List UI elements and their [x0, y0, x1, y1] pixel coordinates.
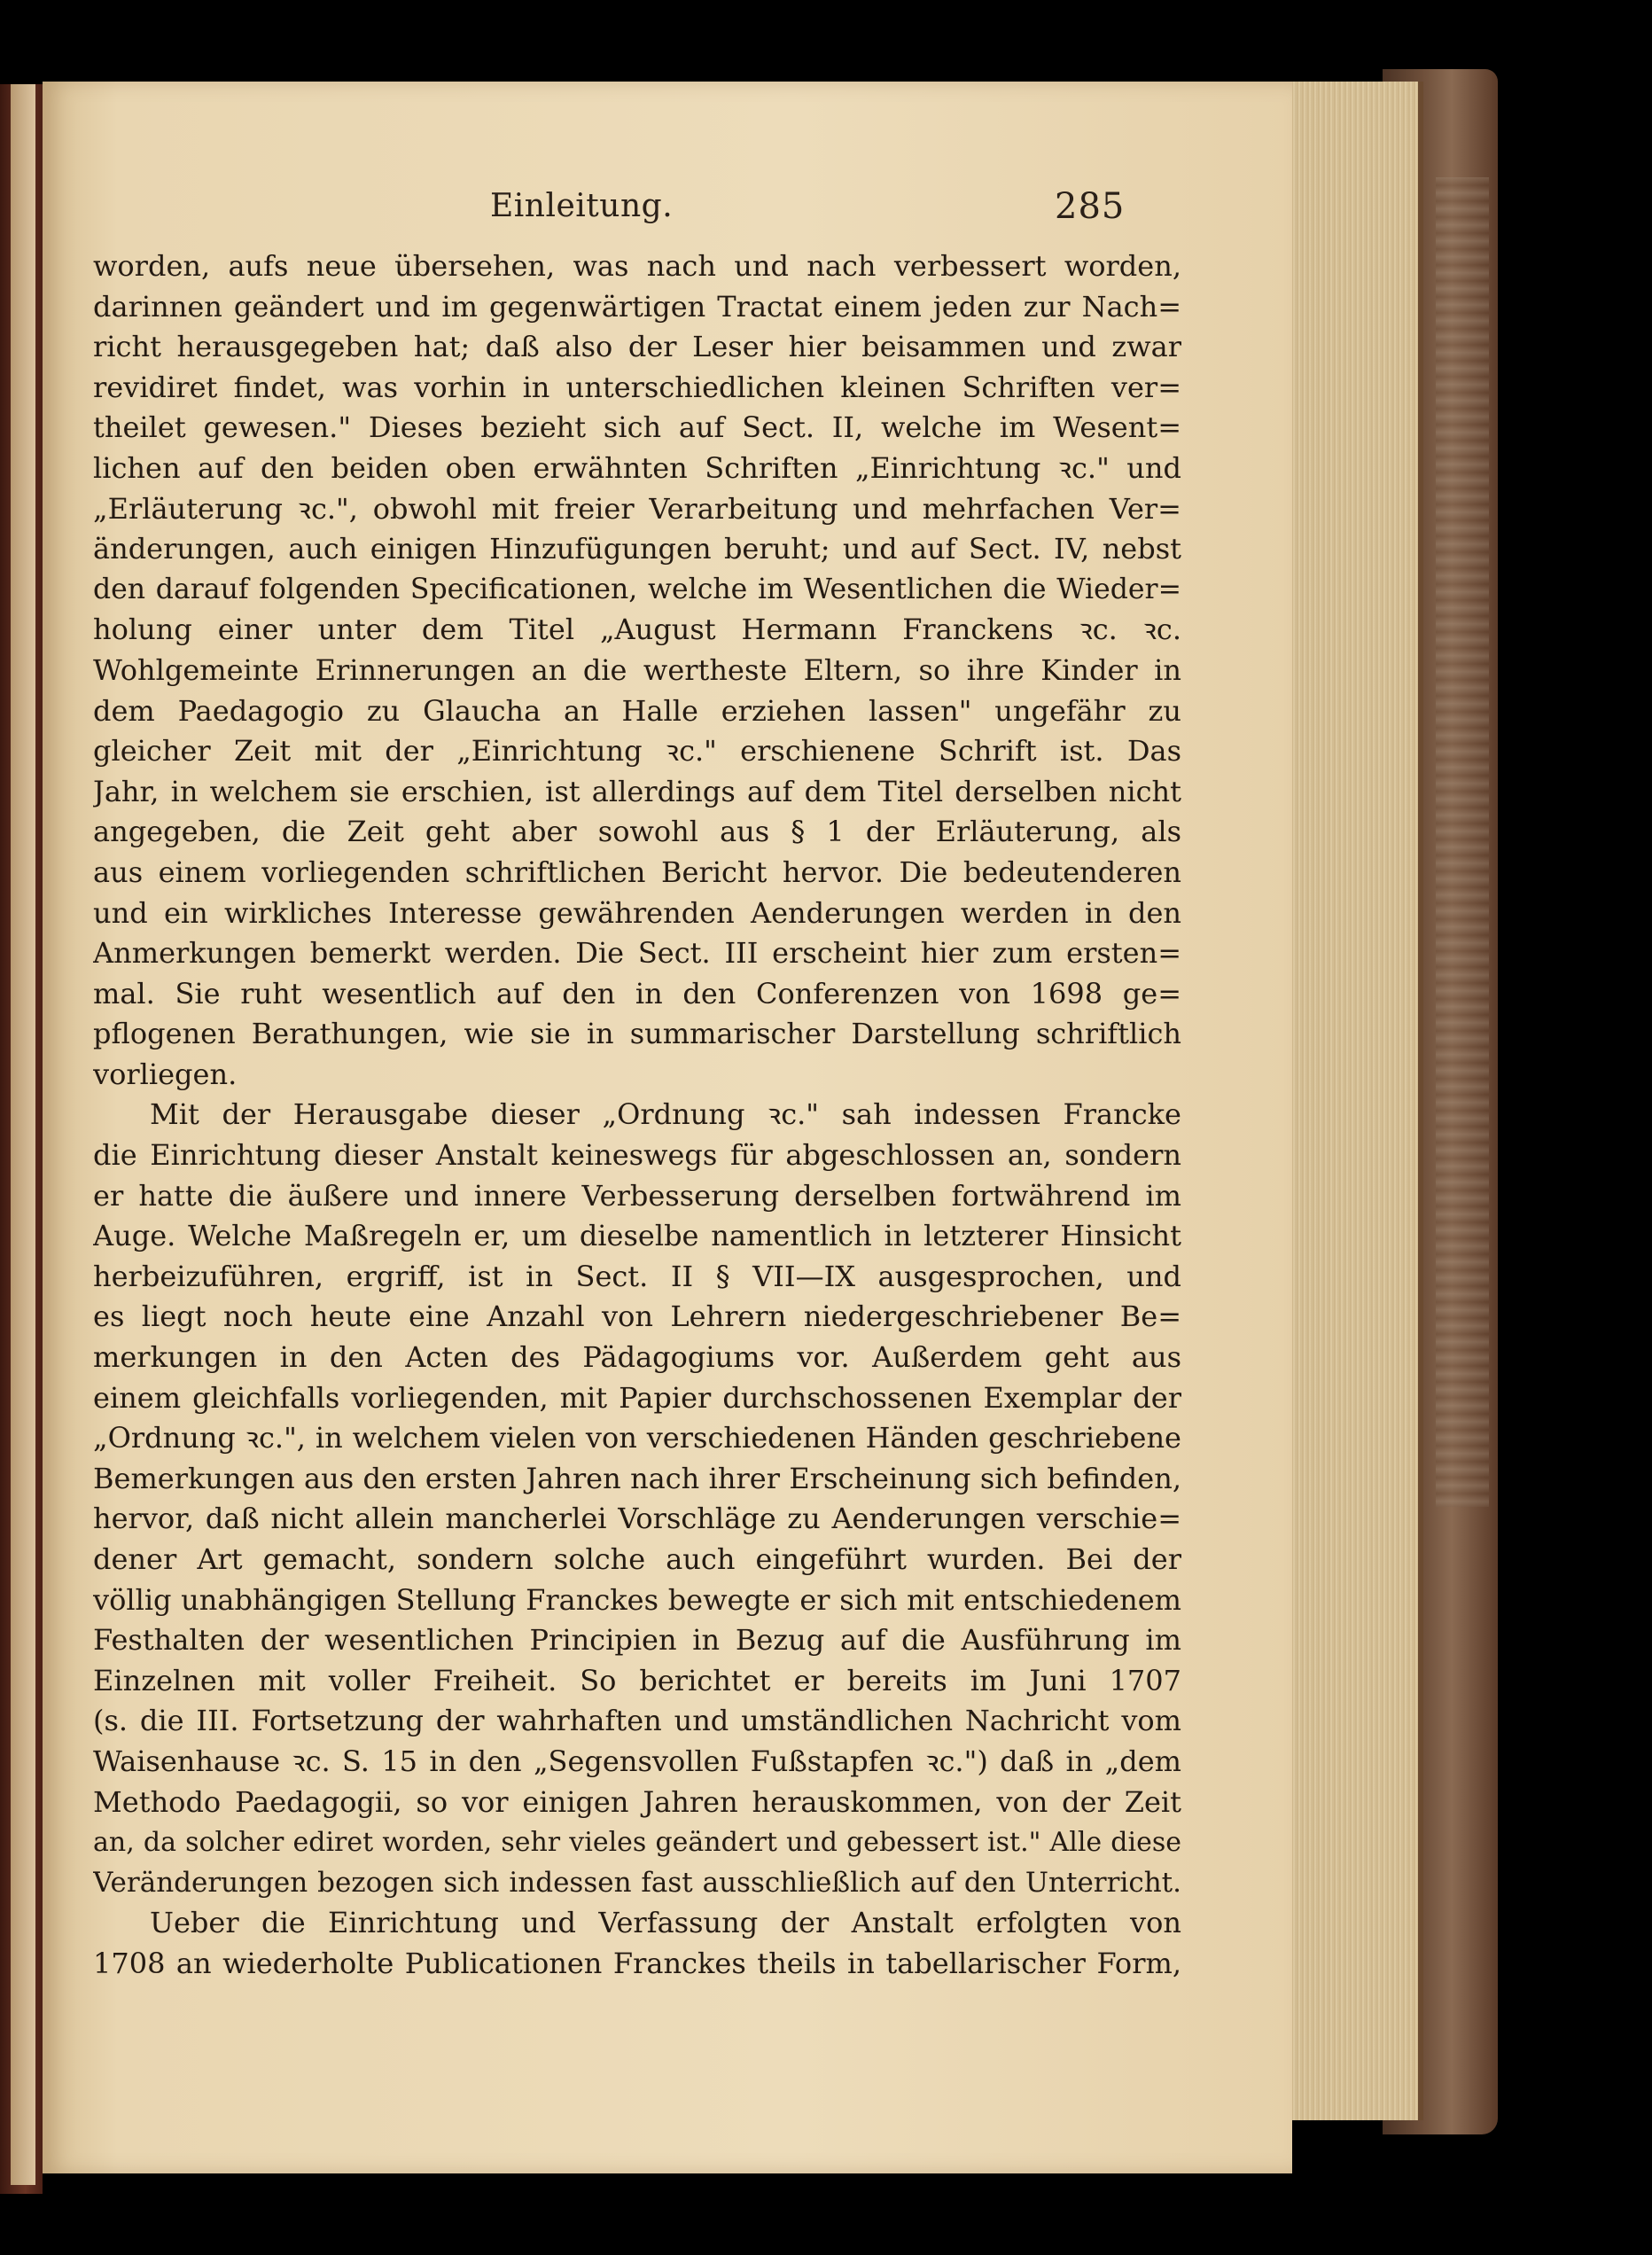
- text-line: vorliegen.: [93, 1057, 238, 1091]
- page-header: [43, 188, 1292, 241]
- text-line: und ein wirkliches Interesse gewährenden Aenderungen werden in den: [93, 895, 1181, 930]
- text-line: er hatte die äußere und innere Verbesserung derselben fortwährend im: [93, 1178, 1181, 1213]
- text-line: Auge. Welche Maßregeln er, um dieselbe namentlich in letzterer Hinsicht: [93, 1219, 1181, 1253]
- text-line: „Erläuterung ꝛc.", obwohl mit freier Verarbeitung und mehrfachen Ver=: [93, 491, 1181, 526]
- text-line: einem gleichfalls vorliegenden, mit Papier durchschossenen Exemplar der: [93, 1380, 1181, 1415]
- text-line: worden, aufs neue übersehen, was nach und nach verbessert worden,: [93, 249, 1181, 283]
- text-line: revidiret findet, was vorhin in unterschiedlichen kleinen Schriften ver=: [93, 370, 1181, 404]
- text-line: Jahr, in welchem sie erschien, ist allerdings auf dem Titel derselben nicht: [93, 774, 1181, 808]
- text-line: die Einrichtung dieser Anstalt keineswegs für abgeschlossen an, sondern: [93, 1138, 1181, 1173]
- left-page-edge: [11, 84, 35, 2185]
- text-line: Bemerkungen aus den ersten Jahren nach ihrer Erscheinung sich befinden,: [93, 1461, 1181, 1495]
- text-line: angegeben, die Zeit geht aber sowohl aus § 1 der Erläuterung, als: [93, 815, 1181, 849]
- book-page: [43, 82, 1292, 2173]
- cover-wear-texture: [1436, 177, 1489, 1507]
- text-line: gleicher Zeit mit der „Einrichtung ꝛc." erschienene Schrift ist. Das: [93, 734, 1181, 769]
- text-line: völlig unabhängigen Stellung Franckes bewegte er sich mit entschiedenem: [93, 1582, 1181, 1617]
- text-line: 1708 an wiederholte Publicationen Franckes theils in tabellarischer Form,: [93, 1946, 1181, 1980]
- page-stack-edge: [1285, 82, 1423, 2120]
- text-line: (s. die III. Fortsetzung der wahrhaften und umständlichen Nachricht vom: [93, 1704, 1181, 1738]
- text-line: mal. Sie ruht wesentlich auf den in den Conferenzen von 1698 ge=: [93, 976, 1181, 1010]
- text-line: Waisenhause ꝛc. S. 15 in den „Segensvollen Fußstapfen ꝛc.") daß in „dem: [93, 1744, 1181, 1778]
- body-text: [93, 246, 1181, 1985]
- text-line: es liegt noch heute eine Anzahl von Lehrern niedergeschriebener Be=: [93, 1299, 1181, 1334]
- text-line: Anmerkungen bemerkt werden. Die Sect. III erscheint hier zum ersten=: [93, 936, 1181, 971]
- text-line: holung einer unter dem Titel „August Hermann Franckens ꝛc. ꝛc.: [93, 613, 1181, 647]
- text-line: dener Art gemacht, sondern solche auch eingeführt wurden. Bei der: [93, 1542, 1181, 1576]
- text-line: Wohlgemeinte Erinnerungen an die wertheste Eltern, so ihre Kinder in: [93, 652, 1181, 687]
- text-line: Mit der Herausgabe dieser „Ordnung ꝛc." sah indessen Francke: [150, 1097, 1181, 1132]
- text-line: pflogenen Berathungen, wie sie in summarischer Darstellung schriftlich: [93, 1017, 1181, 1051]
- page-number: 285: [1055, 186, 1126, 227]
- text-line: an, da solcher ediret worden, sehr vieles geändert und gebessert ist." Alle diese: [93, 1827, 1181, 1859]
- text-line: merkungen in den Acten des Pädagogiums vor. Außerdem geht aus: [93, 1340, 1181, 1375]
- text-line: „Ordnung ꝛc.", in welchem vielen von verschiedenen Händen geschriebene: [93, 1421, 1181, 1455]
- text-line: Ueber die Einrichtung und Verfassung der Anstalt erfolgten von: [150, 1906, 1181, 1940]
- text-line: herbeizuführen, ergriff, ist in Sect. II § VII—IX ausgesprochen, und: [93, 1259, 1181, 1293]
- text-line: darinnen geändert und im gegenwärtigen Tractat einem jeden zur Nach=: [93, 289, 1181, 324]
- text-line: hervor, daß nicht allein mancherlei Vorschläge zu Aenderungen verschie=: [93, 1502, 1181, 1536]
- text-line: theilet gewesen." Dieses bezieht sich auf Sect. II, welche im Wesent=: [93, 410, 1181, 445]
- text-line: aus einem vorliegenden schriftlichen Bericht hervor. Die bedeutenderen: [93, 854, 1181, 889]
- text-line: dem Paedagogio zu Glaucha an Halle erziehen lassen" ungefähr zu: [93, 693, 1181, 728]
- running-head: Einleitung.: [490, 188, 674, 224]
- text-line: lichen auf den beiden oben erwähnten Schriften „Einrichtung ꝛc." und: [93, 450, 1181, 485]
- text-line: Einzelnen mit voller Freiheit. So berichtet er bereits im Juni 1707: [93, 1663, 1181, 1697]
- text-line: richt herausgegeben hat; daß also der Leser hier beisammen und zwar: [93, 330, 1181, 364]
- text-line: Veränderungen bezogen sich indessen fast ausschließlich auf den Unterricht.: [93, 1866, 1181, 1899]
- text-line: änderungen, auch einigen Hinzufügungen beruht; und auf Sect. IV, nebst: [93, 532, 1181, 566]
- text-line: den darauf folgenden Specificationen, welche im Wesentlichen die Wieder=: [93, 573, 1181, 605]
- text-line: Festhalten der wesentlichen Principien in Bezug auf die Ausführung im: [93, 1623, 1181, 1658]
- text-line: Methodo Paedagogii, so vor einigen Jahren herauskommen, von der Zeit: [93, 1784, 1181, 1819]
